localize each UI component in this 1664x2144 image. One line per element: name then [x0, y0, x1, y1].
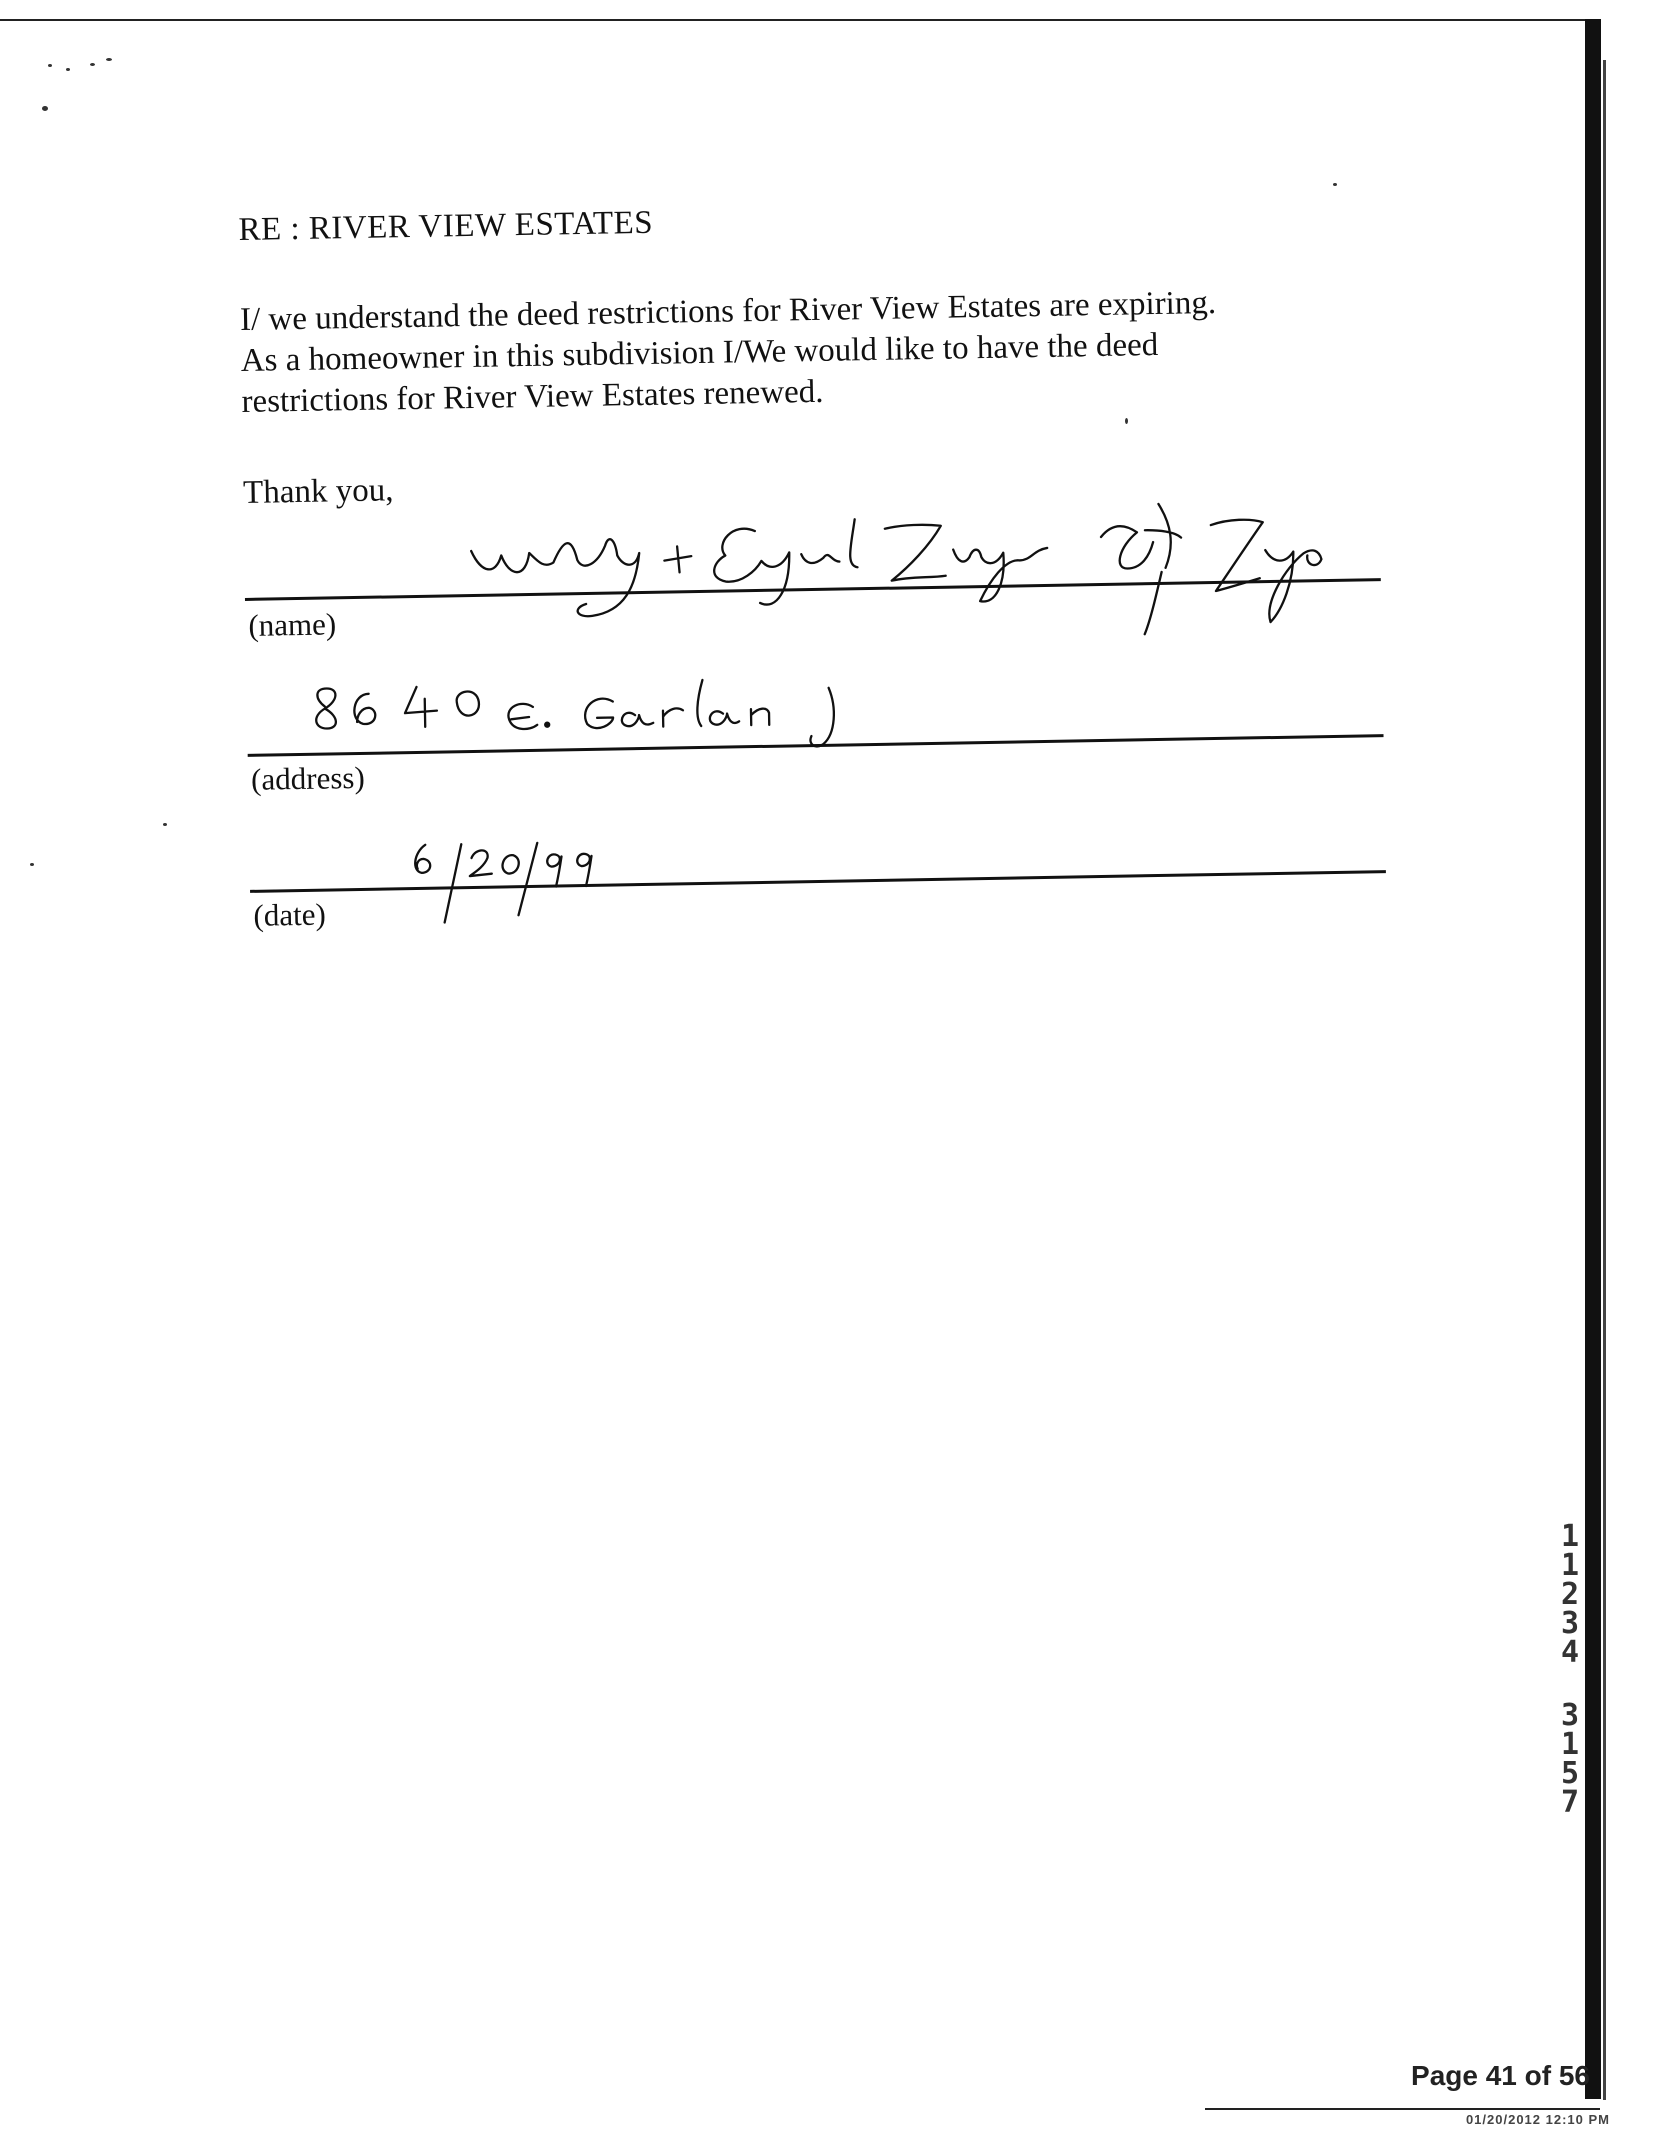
- right-scan-border-thin: [1603, 60, 1606, 2100]
- stamp-digit: 2: [1560, 1577, 1580, 1612]
- footer-timestamp: 01/20/2012 12:10 PM: [1465, 2112, 1610, 2127]
- scan-speck: [66, 68, 70, 71]
- stamp-digit: 3: [1560, 1606, 1580, 1641]
- closing-line: Thank you,: [242, 472, 394, 511]
- letter-body: [240, 280, 1392, 423]
- scan-speck: [90, 63, 95, 66]
- body-line: restrictions for River View Estates renewed.: [241, 373, 824, 420]
- address-label: (address): [250, 759, 366, 797]
- stamp-digit: 3: [1560, 1698, 1580, 1733]
- scan-speck: [163, 823, 167, 826]
- stamp-digit: 7: [1560, 1785, 1580, 1820]
- date-handwriting: [409, 833, 651, 947]
- name-field: [243, 480, 1381, 643]
- name-label: (name): [248, 606, 337, 643]
- page-number: Page 41 of 56: [1411, 2060, 1590, 2091]
- scan-speck: [1125, 418, 1128, 424]
- scan-speck: [1333, 183, 1337, 186]
- body-line: I/ we understand the deed restrictions for River View Estates are expiring.: [239, 284, 1217, 338]
- date-label: (date): [253, 896, 327, 933]
- subject-line: RE : RIVER VIEW ESTATES: [238, 204, 654, 248]
- letter-content: [238, 180, 1388, 933]
- address-handwriting: [306, 667, 868, 777]
- right-scan-border: [1585, 19, 1601, 2099]
- stamp-digit: 1: [1560, 1727, 1580, 1762]
- date-field: [249, 820, 1387, 980]
- scan-speck: [106, 58, 112, 61]
- body-line: As a homeowner in this subdivision I/We would like to have the deed: [240, 326, 1159, 379]
- stamp-digit: 1: [1560, 1548, 1580, 1583]
- scan-speck: [42, 106, 48, 111]
- scan-speck: [48, 64, 52, 67]
- footer-rule: [1205, 2108, 1600, 2110]
- stamp-digit: 1: [1560, 1519, 1580, 1554]
- stamp-digit: 5: [1560, 1756, 1580, 1791]
- stamp-digit: 4: [1560, 1635, 1580, 1670]
- name-handwriting: [458, 480, 1360, 646]
- address-field: [246, 658, 1384, 818]
- top-edge-rule: [0, 19, 1590, 21]
- scan-speck: [30, 863, 34, 866]
- stamp-gap: [1553, 1667, 1587, 1701]
- recording-stamp: [1553, 1519, 1587, 1820]
